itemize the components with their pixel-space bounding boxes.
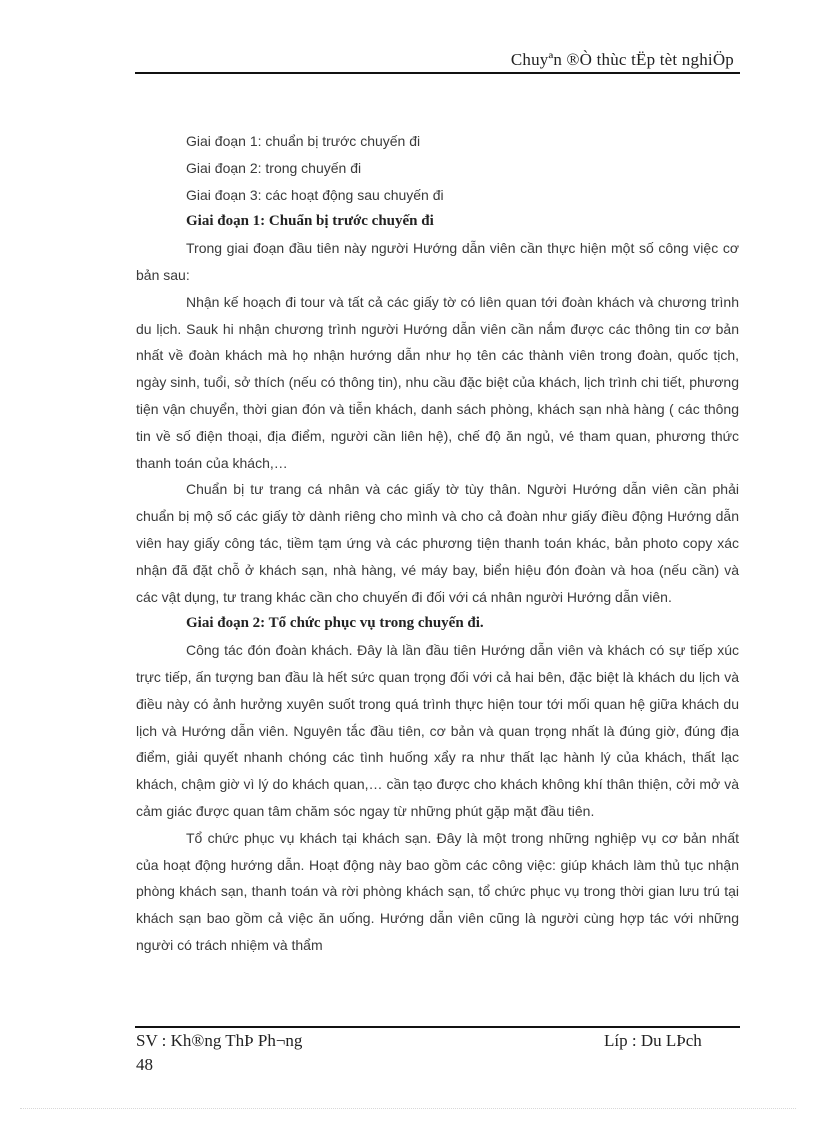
- running-header-title: Chuyªn ®Ò thùc tËp tèt nghiÖp: [510, 50, 734, 69]
- paragraph-welcome-guests: Công tác đón đoàn khách. Đây là lần đầu tiên Hướng dẫn viên và khách có sự tiếp xúc trực tiếp, ấn tượng ban đầu là hết sức quan trọng đối với cả hai bên, đặc biệt là khách du lịch và điều này có ảnh hưởng xuyên suốt trong quá trình thực hiện tour tới mối quan hệ giữa khách du lịch và Hướng dẫn viên. Nguyên tắc đầu tiên, cơ bản và quan trọng nhất là đúng giờ, đúng địa điểm, giải quyết nhanh chóng các tình huống xẩy ra như thất lạc hành lý của khách, thất lạc khách, chậm giờ vì lý do khách quan,… cần tạo được cho khách không khí thân thiện, cởi mở và cảm giác được quan tâm chăm sóc ngay từ những phút gặp mặt đầu tiên.: [136, 642, 739, 819]
- paragraph-hotel-service: Tổ chức phục vụ khách tại khách sạn. Đây là một trong những nghiệp vụ cơ bản nhất của hoạt động hướng dẫn. Hoạt động này bao gồm các công việc: giúp khách làm thủ tục nhận phòng khách sạn, thanh toán và rời phòng khách sạn, tổ chức phục vụ trong thời gian lưu trú tại khách sạn bao gồm cả việc ăn uống. Hướng dẫn viên cũng là người cùng hợp tác với những người có trách nhiệm và thẩm: [136, 829, 739, 953]
- footer-class-name: Líp : Du LÞch: [604, 1031, 702, 1050]
- paragraph-intro: Trong giai đoạn đầu tiên này người Hướng dẫn viên cần thực hiện một số công việc cơ bản sau:: [136, 240, 739, 283]
- stage-list-item-2: Giai đoạn 2: trong chuyến đi: [186, 159, 362, 176]
- document-body: [136, 128, 739, 959]
- stage-list-item-1: Giai đoạn 1: chuẩn bị trước chuyến đi: [186, 133, 421, 149]
- page-number: 48: [136, 1055, 153, 1074]
- section-heading-stage-1: Giai đoạn 1: Chuẩn bị trước chuyến đi: [186, 213, 434, 230]
- page-edge-dotted-line: [20, 1108, 796, 1109]
- header-divider: [135, 72, 740, 74]
- stage-list-item-3: Giai đoạn 3: các hoạt động sau chuyến đi: [186, 186, 444, 203]
- paragraph-receive-plan: Nhận kế hoạch đi tour và tất cả các giấy tờ có liên quan tới đoàn khách và chương trình du lịch. Sauk hi nhận chương trình người Hướng dẫn viên cần nắm được các thông tin cơ bản nhất về đoàn khách mà họ nhận hướng dẫn như họ tên các thành viên trong đoàn, quốc tịch, ngày sinh, tuổi, sở thích (nếu có thông tin), nhu cầu đặc biệt của khách, lịch trình chi tiết, phương tiện vận chuyển, thời gian đón và tiễn khách, danh sách phòng, khách sạn nhà hàng ( các thông tin về số điện thoại, địa điểm, người cần liên hệ), chế độ ăn ngủ, vé tham quan, phương thức thanh toán của khách,…: [136, 293, 739, 471]
- footer-divider: [135, 1026, 740, 1028]
- paragraph-prepare-documents: Chuẩn bị tư trang cá nhân và các giấy tờ tùy thân. Người Hướng dẫn viên cần phải chuẩn bị mộ số các giấy tờ dành riêng cho mình và cho cả đoàn như giấy điều động Hướng dẫn viên hay giấy công tác, tiềm tạm ứng và các phương tiện thanh toán khác, bản photo copy xác nhận đã đặt chỗ ở khách sạn, nhà hàng, vé máy bay, biển hiệu đón đoàn và hoa (nếu cần) và các vật dụng, tư trang khác cần cho chuyến đi đối với cá nhân người Hướng dẫn viên.: [136, 481, 739, 605]
- section-heading-stage-2: Giai đoạn 2: Tổ chức phục vụ trong chuyến đi.: [186, 615, 484, 632]
- footer-student-name: SV : Kh®ng ThÞ Ph¬ng: [136, 1031, 303, 1050]
